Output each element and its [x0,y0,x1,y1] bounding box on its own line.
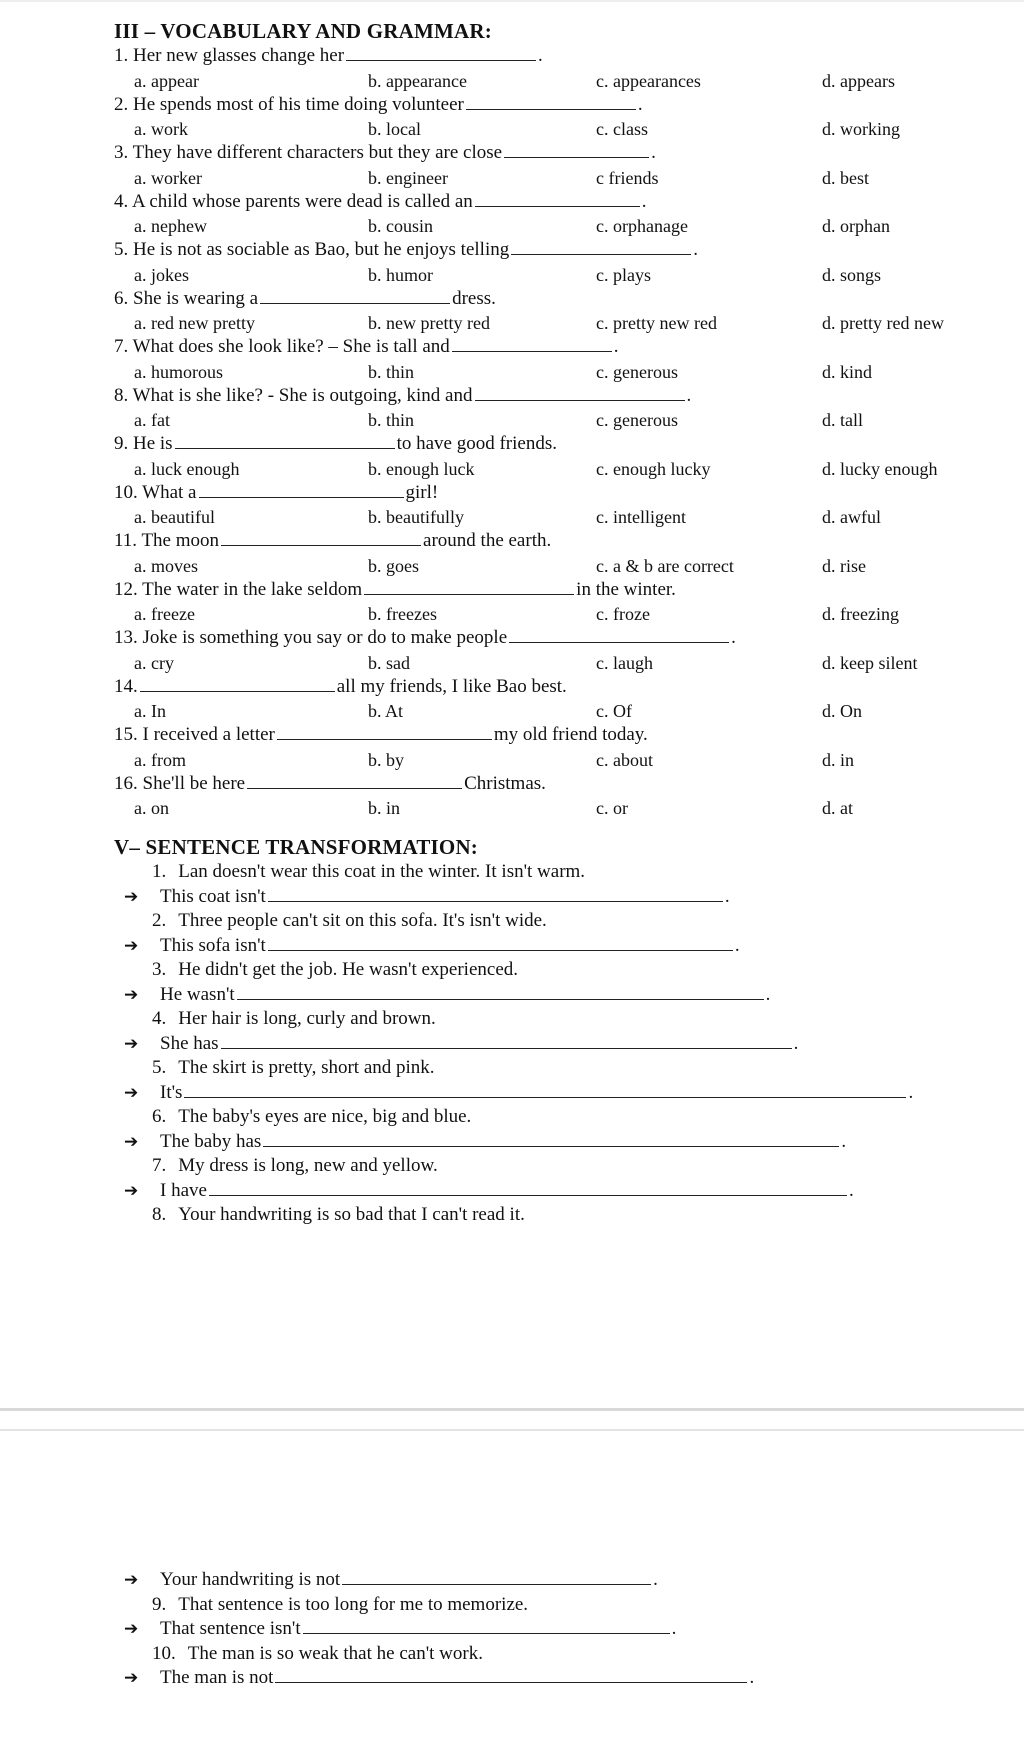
transformation-list-continued [114,1568,994,1691]
answer-option[interactable]: c. enough lucky [596,458,711,479]
answer-blank[interactable] [184,1096,906,1098]
answer-option[interactable]: d. lucky enough [822,458,938,479]
question-text: 5. He is not as sociable as Bao, but he enjoys telling [114,239,510,260]
section-title-transformation: V– SENTENCE TRANSFORMATION: [114,835,478,859]
answer-blank[interactable] [221,544,421,546]
answer-option[interactable]: c. Of [596,701,632,721]
prompt-text: The man is so weak that he can't work. [187,1642,483,1664]
question-line [114,772,994,797]
question-text: 8. What is she like? - She is outgoing, kind and [114,384,473,406]
question-line [114,626,994,651]
question-text: 4. A child whose parents were dead is called an [114,190,473,212]
answer-option[interactable]: b. At [368,701,404,721]
transformation-prompt [114,909,994,934]
question-line [114,529,994,554]
answer-option[interactable]: c. class [596,119,648,139]
answer-option[interactable]: b. engineer [368,167,448,188]
answer-option[interactable]: b. by [368,749,404,770]
answer-option[interactable]: b. goes [368,555,419,576]
question-text-after-blank: . [641,190,647,212]
answer-option[interactable]: b. in [368,798,401,818]
answer-stem: That sentence isn't [160,1618,301,1639]
question-line [114,481,994,506]
question-text-after-blank: . [613,336,619,357]
answer-option[interactable]: a. cry [134,652,174,673]
transformation-prompt [114,1007,994,1032]
item-number: 5. [152,1057,167,1078]
answer-option[interactable]: a. on [134,798,169,818]
answer-options [114,117,994,141]
prompt-text: The skirt is pretty, short and pink. [178,1057,435,1078]
question-text: 6. She is wearing a [114,287,259,309]
transformation-prompt [114,958,994,983]
answer-option[interactable]: b. enough luck [368,458,475,479]
answer-blank[interactable] [268,900,723,902]
answer-options [114,505,994,529]
answer-options [114,602,994,626]
answer-blank[interactable] [466,108,636,110]
question-text-after-blank: in the winter. [576,578,676,600]
question-line [114,190,994,215]
worksheet-lower [114,1568,994,1691]
prompt-text: Three people can't sit on this sofa. It's isn't wide. [178,910,547,931]
answer-option[interactable]: b. local [368,119,421,139]
answer-blank[interactable] [175,447,395,449]
answer-options [114,214,994,238]
answer-option[interactable]: c friends [596,167,659,188]
answer-option[interactable]: d. awful [822,507,881,527]
question-text-after-blank: . [637,93,643,115]
question-text-after-blank: all my friends, I like Bao best. [336,675,567,697]
transformation-prompt [114,1154,994,1179]
item-number: 1. [152,861,167,882]
answer-option[interactable]: d. at [822,798,853,818]
item-number: 8. [152,1204,167,1225]
item-number: 3. [152,959,167,980]
answer-option[interactable]: d. keep silent [822,652,918,673]
question-text-after-blank: around the earth. [423,530,552,551]
question-text-after-blank: . [686,384,692,406]
period: . [653,1569,658,1590]
answer-option[interactable]: d. kind [822,361,873,382]
answer-option[interactable]: a. worker [134,167,202,188]
answer-blank[interactable] [277,738,492,740]
answer-stem: This coat isn't [160,885,266,907]
answer-blank[interactable] [237,998,764,1000]
question-line [114,287,994,312]
prompt-text: The baby's eyes are nice, big and blue. [178,1106,472,1127]
question-line [114,238,994,263]
answer-option[interactable]: b. new pretty red [368,313,490,333]
answer-option[interactable]: b. cousin [368,216,433,236]
answer-option[interactable]: a. luck enough [134,458,240,479]
period: . [765,983,771,1005]
answer-option[interactable]: d. best [822,167,869,188]
answer-blank[interactable] [511,253,691,255]
answer-option[interactable]: a. appear [134,70,199,91]
transformation-prompt [114,1105,994,1130]
question-text-after-blank: my old friend today. [493,724,648,745]
arrow-icon: ➔ [124,1033,139,1053]
period: . [908,1081,914,1103]
answer-line [114,1666,994,1691]
item-number: 9. [152,1593,167,1615]
question-line [114,723,994,748]
answer-options [114,796,994,820]
top-edge-line [0,0,1024,2]
answer-blank[interactable] [303,1632,670,1634]
answer-stem: This sofa isn't [160,934,266,956]
question-text-after-blank: . [693,239,698,260]
answer-line [114,1179,994,1204]
answer-option[interactable]: c. froze [596,604,650,624]
answer-options [114,554,994,578]
question-line [114,432,994,457]
answer-blank[interactable] [504,156,649,158]
arrow-icon: ➔ [124,1619,139,1638]
answer-option[interactable]: a. from [134,749,186,770]
answer-stem: It's [160,1081,183,1103]
vocabulary-question-list [114,44,994,820]
transformation-prompt [114,1593,994,1618]
answer-blank[interactable] [475,399,685,401]
question-text: 13. Joke is something you say or do to make people [114,627,508,648]
worksheet-upper [114,18,994,1228]
answer-options [114,69,994,93]
answer-option[interactable]: d. appears [822,70,895,91]
question-line [114,335,994,360]
question-line [114,675,994,700]
answer-options [114,651,994,675]
answer-option[interactable]: c. plays [596,264,651,285]
arrow-icon: ➔ [124,1131,139,1151]
answer-option[interactable]: b. beautifully [368,507,464,527]
arrow-icon: ➔ [124,1668,139,1687]
transformation-prompt [114,860,994,885]
answer-option[interactable]: d. On [822,701,862,721]
page-break-divider [0,1408,1024,1411]
answer-options [114,166,994,190]
answer-option[interactable]: d. songs [822,264,882,285]
arrow-icon: ➔ [124,935,139,955]
prompt-text: My dress is long, new and yellow. [178,1155,438,1176]
question-text: 11. The moon [114,530,220,551]
answer-line [114,1130,994,1155]
answer-option[interactable]: d. working [822,119,900,139]
answer-option[interactable]: a. red new pretty [134,313,255,333]
arrow-icon: ➔ [124,1570,139,1589]
answer-options [114,311,994,335]
question-text-after-blank: . [731,627,736,648]
period: . [749,1667,755,1688]
section-title-vocabulary: III – VOCABULARY AND GRAMMAR: [114,19,492,43]
question-text-after-blank: dress. [452,287,496,309]
question-text-after-blank: girl! [405,481,439,503]
question-text: 15. I received a letter [114,724,275,745]
transformation-prompt [114,1642,994,1667]
answer-option[interactable]: a. jokes [134,264,189,285]
answer-option[interactable]: c. or [596,798,628,818]
prompt-text: Lan doesn't wear this coat in the winter. It isn't warm. [178,861,586,882]
answer-blank[interactable] [221,1047,792,1049]
answer-option[interactable]: c. orphanage [596,216,688,236]
prompt-text: He didn't get the job. He wasn't experienced. [178,959,519,980]
answer-option[interactable]: d. in [822,749,855,770]
arrow-icon: ➔ [124,1180,139,1200]
answer-option[interactable]: c. laugh [596,652,653,673]
answer-line [114,1568,994,1593]
answer-option[interactable]: c. pretty new red [596,313,717,333]
answer-blank[interactable] [509,641,729,643]
arrow-icon: ➔ [124,886,139,906]
answer-line [114,1081,994,1106]
answer-stem: I have [160,1179,207,1201]
answer-option[interactable]: d. orphan [822,216,890,236]
answer-blank[interactable] [475,205,640,207]
answer-line [114,885,994,910]
answer-option[interactable]: d. freezing [822,604,899,624]
question-text-after-blank: . [651,142,656,163]
page-break-divider-secondary [0,1429,1024,1431]
question-line [114,578,994,603]
answer-option[interactable]: c. appearances [596,70,701,91]
answer-option[interactable]: a. In [134,701,166,721]
answer-stem: The man is not [160,1667,274,1688]
item-number: 2. [152,910,167,931]
answer-option[interactable]: d. pretty red new [822,313,944,333]
question-line [114,141,994,166]
answer-option[interactable]: c. about [596,749,653,770]
period: . [848,1179,854,1201]
arrow-icon: ➔ [124,1082,139,1102]
answer-option[interactable]: a. freeze [134,604,195,624]
period: . [793,1032,799,1054]
answer-option[interactable]: c. intelligent [596,507,686,527]
answer-blank[interactable] [263,1145,839,1147]
question-text: 16. She'll be here [114,772,246,794]
answer-blank[interactable] [275,1681,747,1683]
question-line [114,384,994,409]
answer-options [114,699,994,723]
answer-option[interactable]: b. thin [368,361,415,382]
answer-options [114,360,994,384]
answer-blank[interactable] [342,1583,651,1585]
answer-option[interactable]: b. thin [368,410,415,430]
answer-option[interactable]: b. appearance [368,70,467,91]
answer-blank[interactable] [199,496,404,498]
transformation-list [114,860,994,1228]
answer-option[interactable]: a. humorous [134,361,223,382]
answer-option[interactable]: a. fat [134,410,170,430]
answer-blank[interactable] [268,949,733,951]
question-text: 9. He is [114,433,173,454]
item-number: 10. [152,1642,176,1664]
answer-blank[interactable] [140,690,335,692]
question-text: 1. Her new glasses change her [114,45,345,66]
answer-options [114,748,994,772]
question-line [114,93,994,118]
answer-options [114,263,994,287]
answer-option[interactable]: a. beautiful [134,507,215,527]
question-text: 7. What does she look like? – She is tall and [114,336,450,357]
item-number: 4. [152,1008,167,1029]
answer-option[interactable]: c. generous [596,410,678,430]
question-text-after-blank: . [538,45,543,66]
prompt-text: That sentence is too long for me to memorize. [178,1593,529,1615]
period: . [724,885,730,907]
answer-option[interactable]: a. nephew [134,216,207,236]
answer-option[interactable]: a. moves [134,555,198,576]
answer-line [114,934,994,959]
period: . [841,1130,847,1152]
answer-blank[interactable] [346,59,536,61]
answer-line [114,1032,994,1057]
question-text: 3. They have different characters but they are close [114,142,503,163]
answer-stem: The baby has [160,1130,262,1152]
period: . [671,1618,677,1639]
question-text: 14. [114,675,138,697]
answer-option[interactable]: c. generous [596,361,678,382]
item-number: 7. [152,1155,167,1176]
answer-line [114,983,994,1008]
item-number: 6. [152,1106,167,1127]
transformation-prompt [114,1203,994,1228]
answer-option[interactable]: d. tall [822,410,863,430]
arrow-icon: ➔ [124,984,139,1004]
answer-stem: Your handwriting is not [160,1569,341,1590]
answer-stem: He wasn't [160,983,235,1005]
answer-stem: She has [160,1032,219,1054]
question-text-after-blank: Christmas. [464,772,546,794]
answer-option[interactable]: b. humor [368,264,433,285]
answer-blank[interactable] [452,350,612,352]
prompt-text: Her hair is long, curly and brown. [178,1008,436,1029]
answer-blank[interactable] [364,593,574,595]
question-line [114,44,994,69]
transformation-prompt [114,1056,994,1081]
question-text: 2. He spends most of his time doing volunteer [114,93,464,115]
answer-options [114,457,994,481]
answer-option[interactable]: b. freezes [368,604,437,624]
question-text: 10. What a [114,481,197,503]
question-text-after-blank: to have good friends. [396,433,557,454]
answer-option[interactable]: c. a & b are correct [596,555,734,576]
answer-option[interactable]: b. sad [368,652,410,673]
answer-line [114,1617,994,1642]
prompt-text: Your handwriting is so bad that I can't read it. [178,1204,525,1225]
question-text: 12. The water in the lake seldom [114,578,363,600]
answer-blank[interactable] [209,1194,847,1196]
answer-option[interactable]: a. work [134,119,188,139]
answer-blank[interactable] [247,787,462,789]
answer-blank[interactable] [260,302,450,304]
answer-options [114,408,994,432]
period: . [734,934,740,956]
answer-option[interactable]: d. rise [822,555,866,576]
